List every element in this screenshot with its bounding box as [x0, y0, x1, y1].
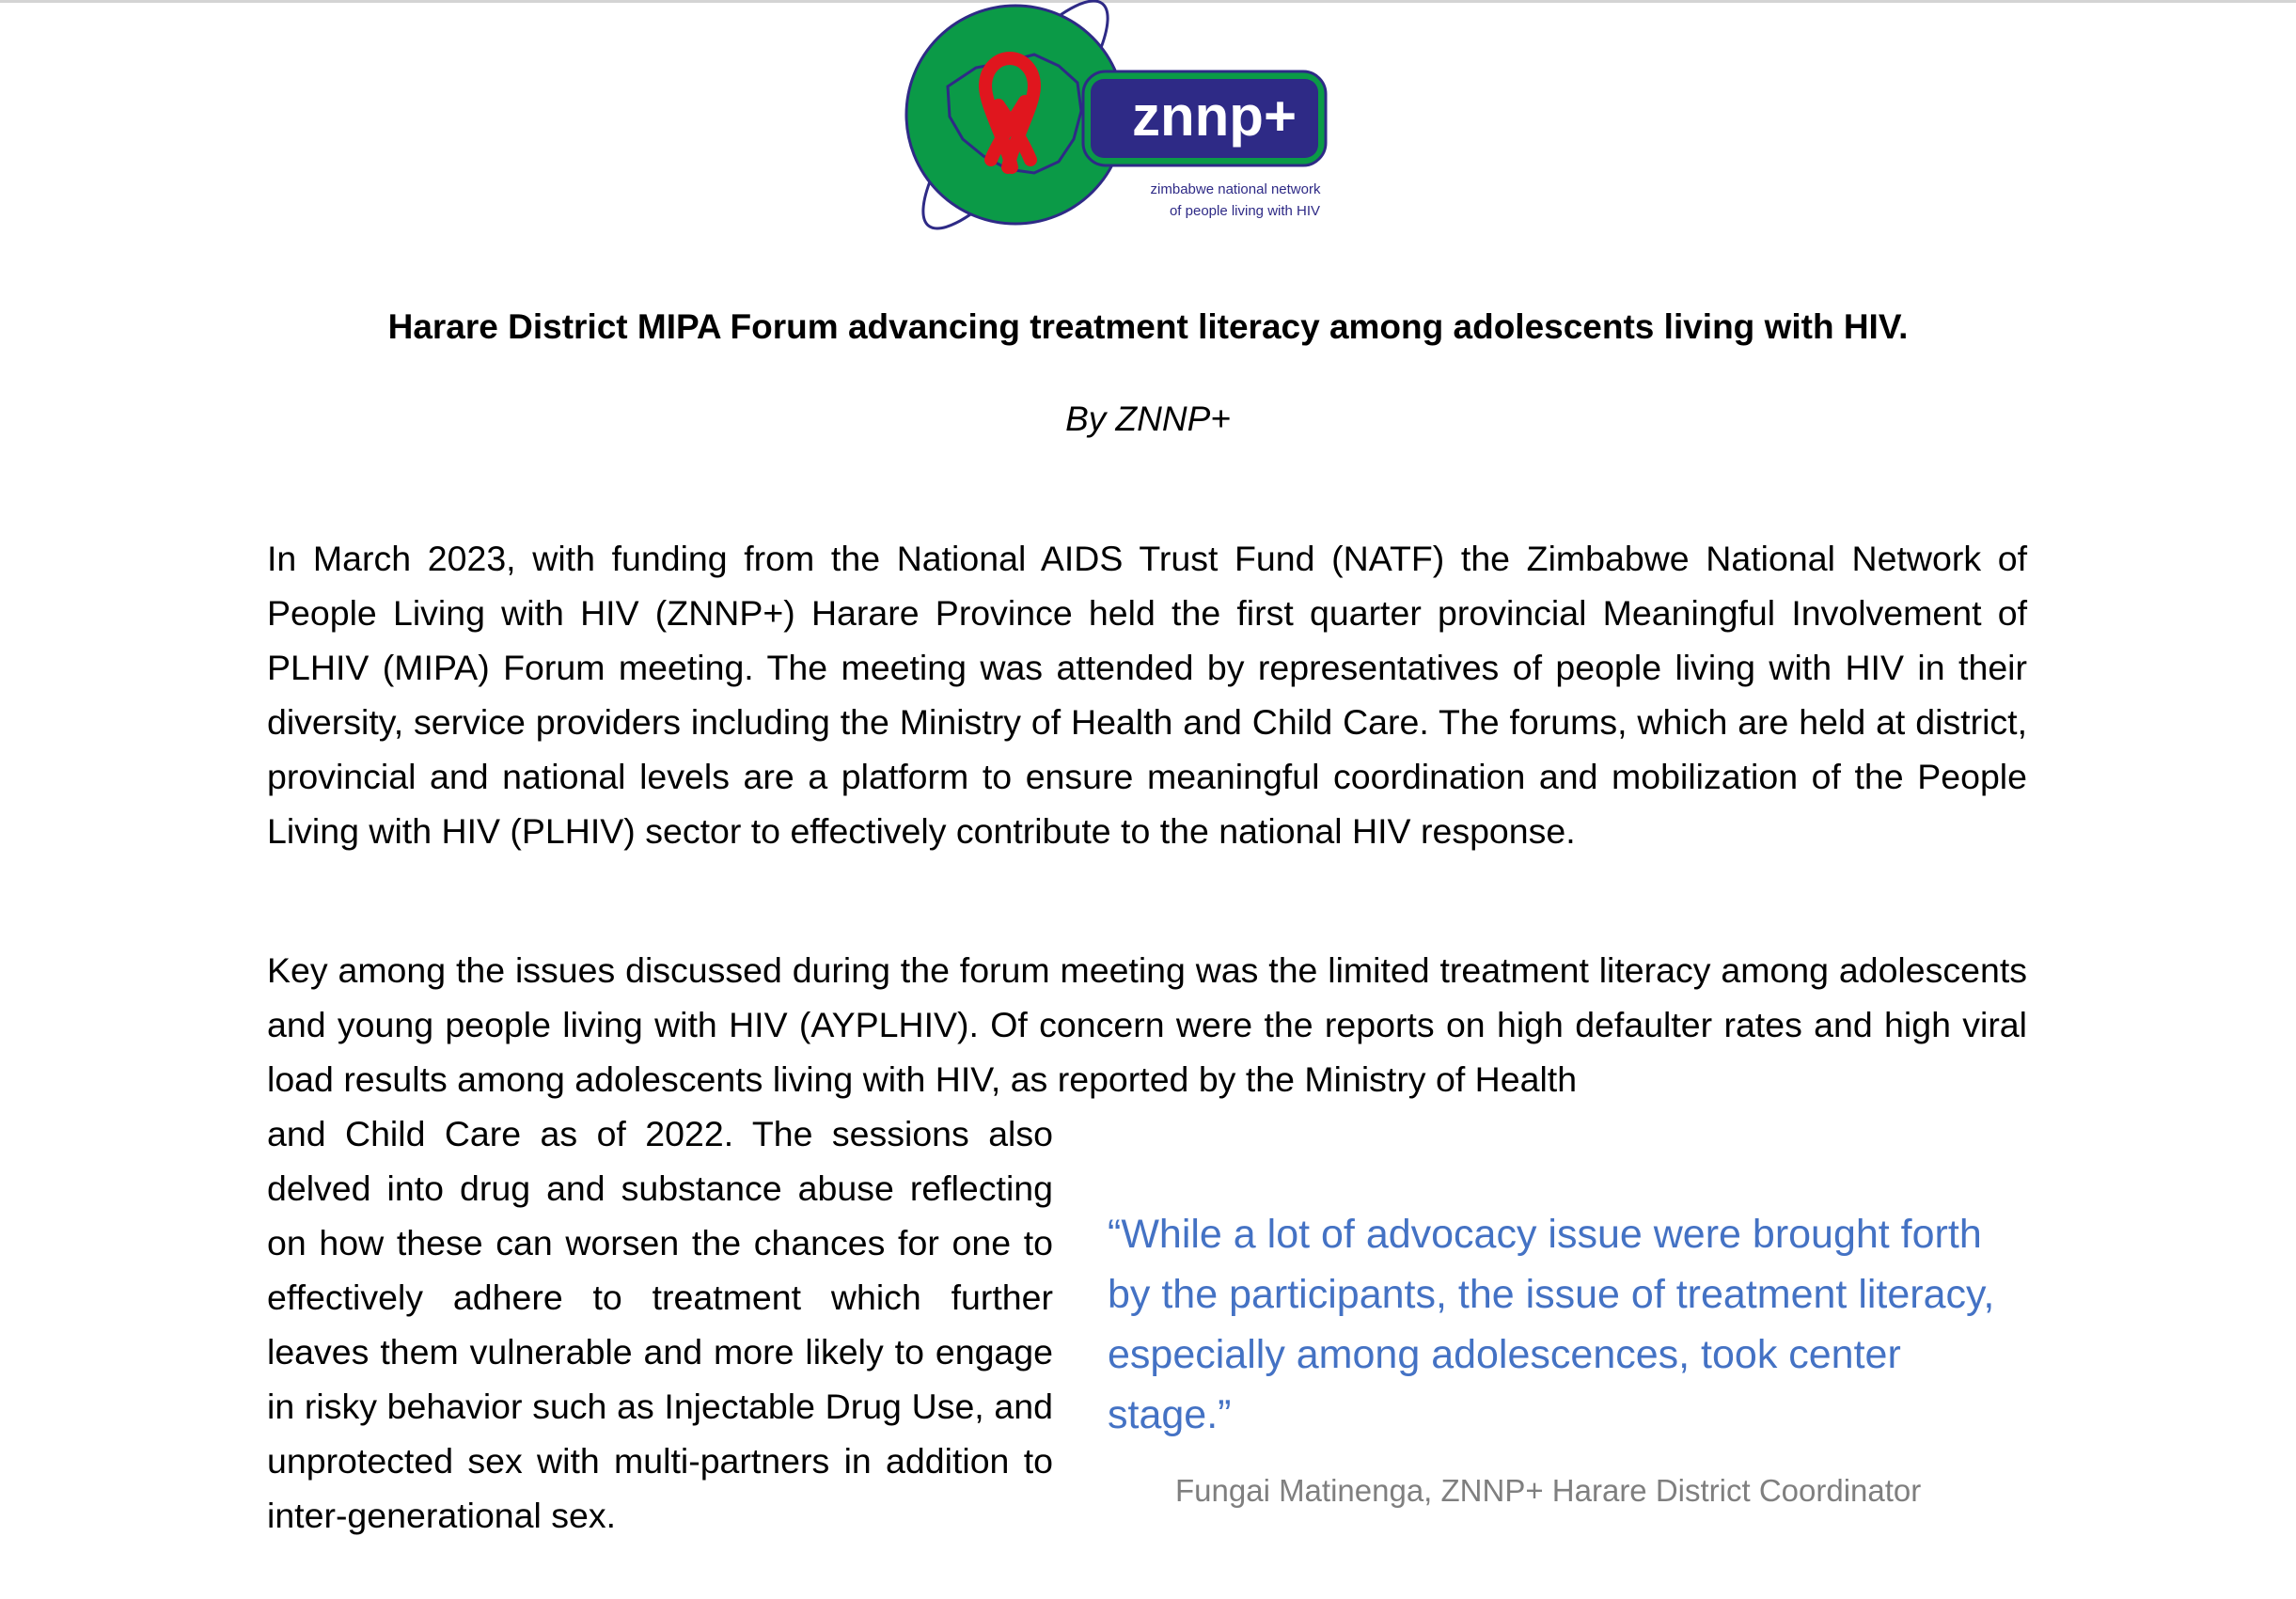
znnp-logo [893, 0, 1382, 235]
logo-wordmark: znnp+ [1132, 85, 1297, 148]
body-paragraph-2: Key among the issues discussed during the forum meeting was the limited treatment literacy among adolescents and young people living with HIV (AYPLHIV). Of concern were the reports on high defaulter rates and high viral load results among adolescents living with HIV, as reported by the Ministry of Health [267, 950, 2027, 1099]
article-byline: By ZNNP+ [1065, 400, 1231, 438]
pull-quote: “While a lot of advocacy issue were brought forth by the participants, the issue of treatment literacy, especially among adolescences, took center stage.” [1108, 1212, 1995, 1437]
znnp-logo-graphic [893, 0, 1382, 235]
logo-tagline-line2: of people living with HIV [1169, 203, 1321, 219]
body-paragraph-1: In March 2023, with funding from the National AIDS Trust Fund (NATF) the Zimbabwe National Network of People Living with HIV (ZNNP+) Harare Province held the first quarter provincial Meaningful Involvement of PLHIV (MIPA) Forum meeting. The meeting was attended by representatives of people living with HIV in their diversity, service providers including the Ministry of Health and Child Care. The forums, which are held at district, provincial and national levels are a platform to ensure meaningful coordination and mobilization of the People Living with HIV (PLHIV) sector to effectively contribute to the national HIV response. [267, 539, 2027, 851]
article-title: Harare District MIPA Forum advancing treatment literacy among adolescents living with HIV. [387, 307, 1909, 346]
logo-tagline-line1: zimbabwe national network [1150, 181, 1321, 197]
quote-attribution: Fungai Matinenga, ZNNP+ Harare District Coordinator [1175, 1473, 1922, 1508]
body-paragraph-3: and Child Care as of 2022. The sessions also delved into drug and substance abuse reflecting on how these can worsen the chances for one to effectively adhere to treatment which further leaves them vulnerable and more likely to engage in risky behavior such as Injectable Drug Use, and unprotected sex with multi-partners in addition to inter-generational sex. [267, 1114, 1053, 1535]
